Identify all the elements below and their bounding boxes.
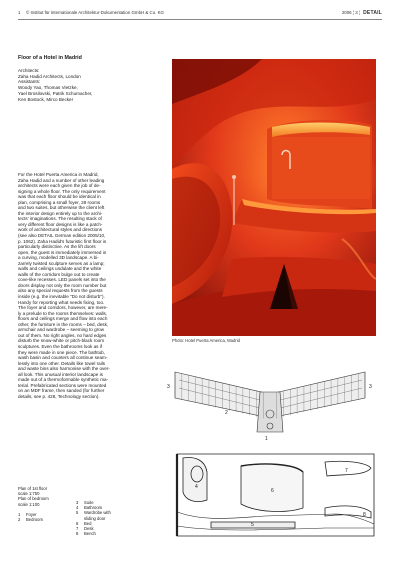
body-line: out of them. No right angles, no hard edges [18, 332, 107, 338]
scale-note: scale 1:750 [18, 491, 40, 497]
body-line: particularly distinctive. As the lift doors [18, 244, 96, 250]
floor-plan-drawing [165, 352, 376, 440]
body-line: ly a prelude to the rooms themselves: walls, [18, 310, 108, 316]
body-line: sculptures. Even the bathrooms look as if [18, 343, 103, 349]
body-line: a curving, modelled 3D landscape. A bi- [18, 255, 99, 261]
body-line: cove-like recesses. LED panels set into the [18, 277, 106, 283]
article-intro [18, 55, 156, 102]
legend-item: sliding door [84, 515, 106, 521]
floor-plan-svg [165, 352, 376, 440]
plan-label: 7 [345, 468, 348, 474]
scale-note: scale 1:100 [18, 501, 40, 507]
body-line: p. 1062). Zaha Hadid's futuristic first floor is [18, 238, 107, 244]
body-line: details, see p. 428, Technology section). [18, 393, 100, 399]
body-line: the interior design entirely up to the archi- [18, 210, 103, 216]
detail-logo: DETAIL [363, 9, 382, 16]
header-rule [18, 19, 382, 20]
legend-item: 6 Bed [76, 520, 92, 526]
plan-label: 6 [271, 488, 274, 494]
body-line: Handy for reporting what needs fixing, too. [18, 299, 105, 305]
body-line: other, the furniture in the rooms – bed, desk, [18, 321, 109, 327]
body-line: plan, comprising a small foyer, 28 rooms [18, 199, 101, 205]
body-line: doors display not only the room number but [18, 282, 107, 288]
body-line: (see also DETAIL German edition 2005/10, [18, 233, 106, 239]
body-line: was that each floor should be identical in [18, 194, 101, 200]
body-line: armchair and wardrobe – seeming to grow [18, 327, 105, 333]
body-line: all look. This unusual interior landscape is [18, 371, 103, 377]
plan-label: 3 [167, 384, 170, 390]
legend-item: 3 Suite [76, 500, 94, 505]
body-line: disturb the snow-white or pitch-black room [18, 338, 105, 344]
credits-block [18, 68, 156, 102]
photo-illustration [172, 59, 376, 336]
body-line: floors and ceilings merge and flow into each [18, 316, 108, 322]
bedroom-plan-svg [175, 452, 376, 538]
credit-line: Assistants: [18, 79, 41, 85]
plan-label: 8 [363, 512, 366, 518]
body-line: zarrely twisted sculpture serves as a lamp; [18, 260, 105, 266]
body-line: wash basin and counters all continue seam- [18, 355, 108, 361]
body-line: For the Hotel Puerta America in Madrid, [18, 172, 99, 177]
legend-column-2 [76, 500, 146, 536]
plan-label: 4 [195, 484, 198, 490]
legend-item: 1 Foyer [18, 511, 37, 517]
plan-label: 3 [369, 384, 372, 390]
body-line: walls of the corridors bulge out to create [18, 271, 100, 277]
body-line: they were made in one piece. The bathtub, [18, 349, 105, 355]
plan-label: 2 [225, 410, 228, 416]
body-line: inside (e.g. the inevitable "Do not disturb"). [18, 294, 105, 300]
body-line: signing a whole floor. The only requirement [18, 188, 106, 194]
body-line: on an MDF frame, then sanded (for further [18, 388, 105, 394]
legend-item: 8 Bench [76, 531, 96, 537]
body-line: made out of a thermoformable synthetic ma- [18, 377, 109, 383]
issue-number: 2006 ¦ 3 ¦ [341, 10, 360, 15]
article-body [18, 172, 156, 399]
credit-line: Architects: [18, 68, 40, 73]
credit-line: Woody Yao, Thomas Vietzke, [18, 85, 78, 91]
legend-column-1 [18, 486, 78, 522]
legend-item: 4 Bathroom [76, 505, 103, 511]
body-line: also any special requests from the guests [18, 288, 103, 294]
body-line: Zaha Hadid and a number of other leading [18, 177, 105, 183]
body-line: work of architectural styles and directions [18, 227, 102, 233]
plan-label: 1 [265, 436, 268, 440]
bedroom-plan-drawing [175, 452, 376, 538]
article-title: Floor of a Hotel in Madrid [18, 55, 82, 61]
scale-note: Plan of bedroom [18, 496, 49, 502]
body-line: walls and ceilings undulate and the white [18, 266, 102, 272]
body-line: architects were each given the job of de- [18, 183, 101, 189]
legend-item: 7 Desk [76, 526, 94, 532]
credit-line: Zaha Hadid Architects, London [18, 73, 81, 79]
body-line: and waste bins also harmonise with the over- [18, 366, 110, 372]
legend-item: 2 Bedroom [18, 517, 43, 523]
body-line: and two suites, but otherwise the client left [18, 205, 105, 211]
body-line: lessly into one other. Details like towel rails [18, 360, 106, 366]
body-line: The foyer and corridors, however, are mere- [18, 305, 108, 311]
photo-caption: Photo: Hotel Puerta America, Madrid [172, 338, 240, 343]
hotel-bathroom-photo [172, 59, 376, 336]
page-number: 1 [18, 10, 21, 15]
body-line: very different floor designs is like a patch- [18, 221, 103, 227]
credit-line: Yael Brosilovski, Patrik Schumacher, [18, 90, 93, 96]
legend-item: 5 Wardrobe with [76, 510, 111, 516]
credit-line: Ken Bostock, Mirco Becker [18, 96, 74, 102]
body-line: tects' imaginations. The resulting stack of [18, 216, 102, 222]
body-line: open, the guest is immediately immersed in [18, 249, 107, 255]
body-line: terial. Prefabricated sections were mounted [18, 382, 107, 388]
scale-note: Plan of 1st floor [18, 486, 48, 491]
plan-label: 5 [251, 522, 254, 528]
publisher-line: © Institut für internationale Architektur-Dokumentation GmbH & Co. KG [26, 10, 164, 15]
